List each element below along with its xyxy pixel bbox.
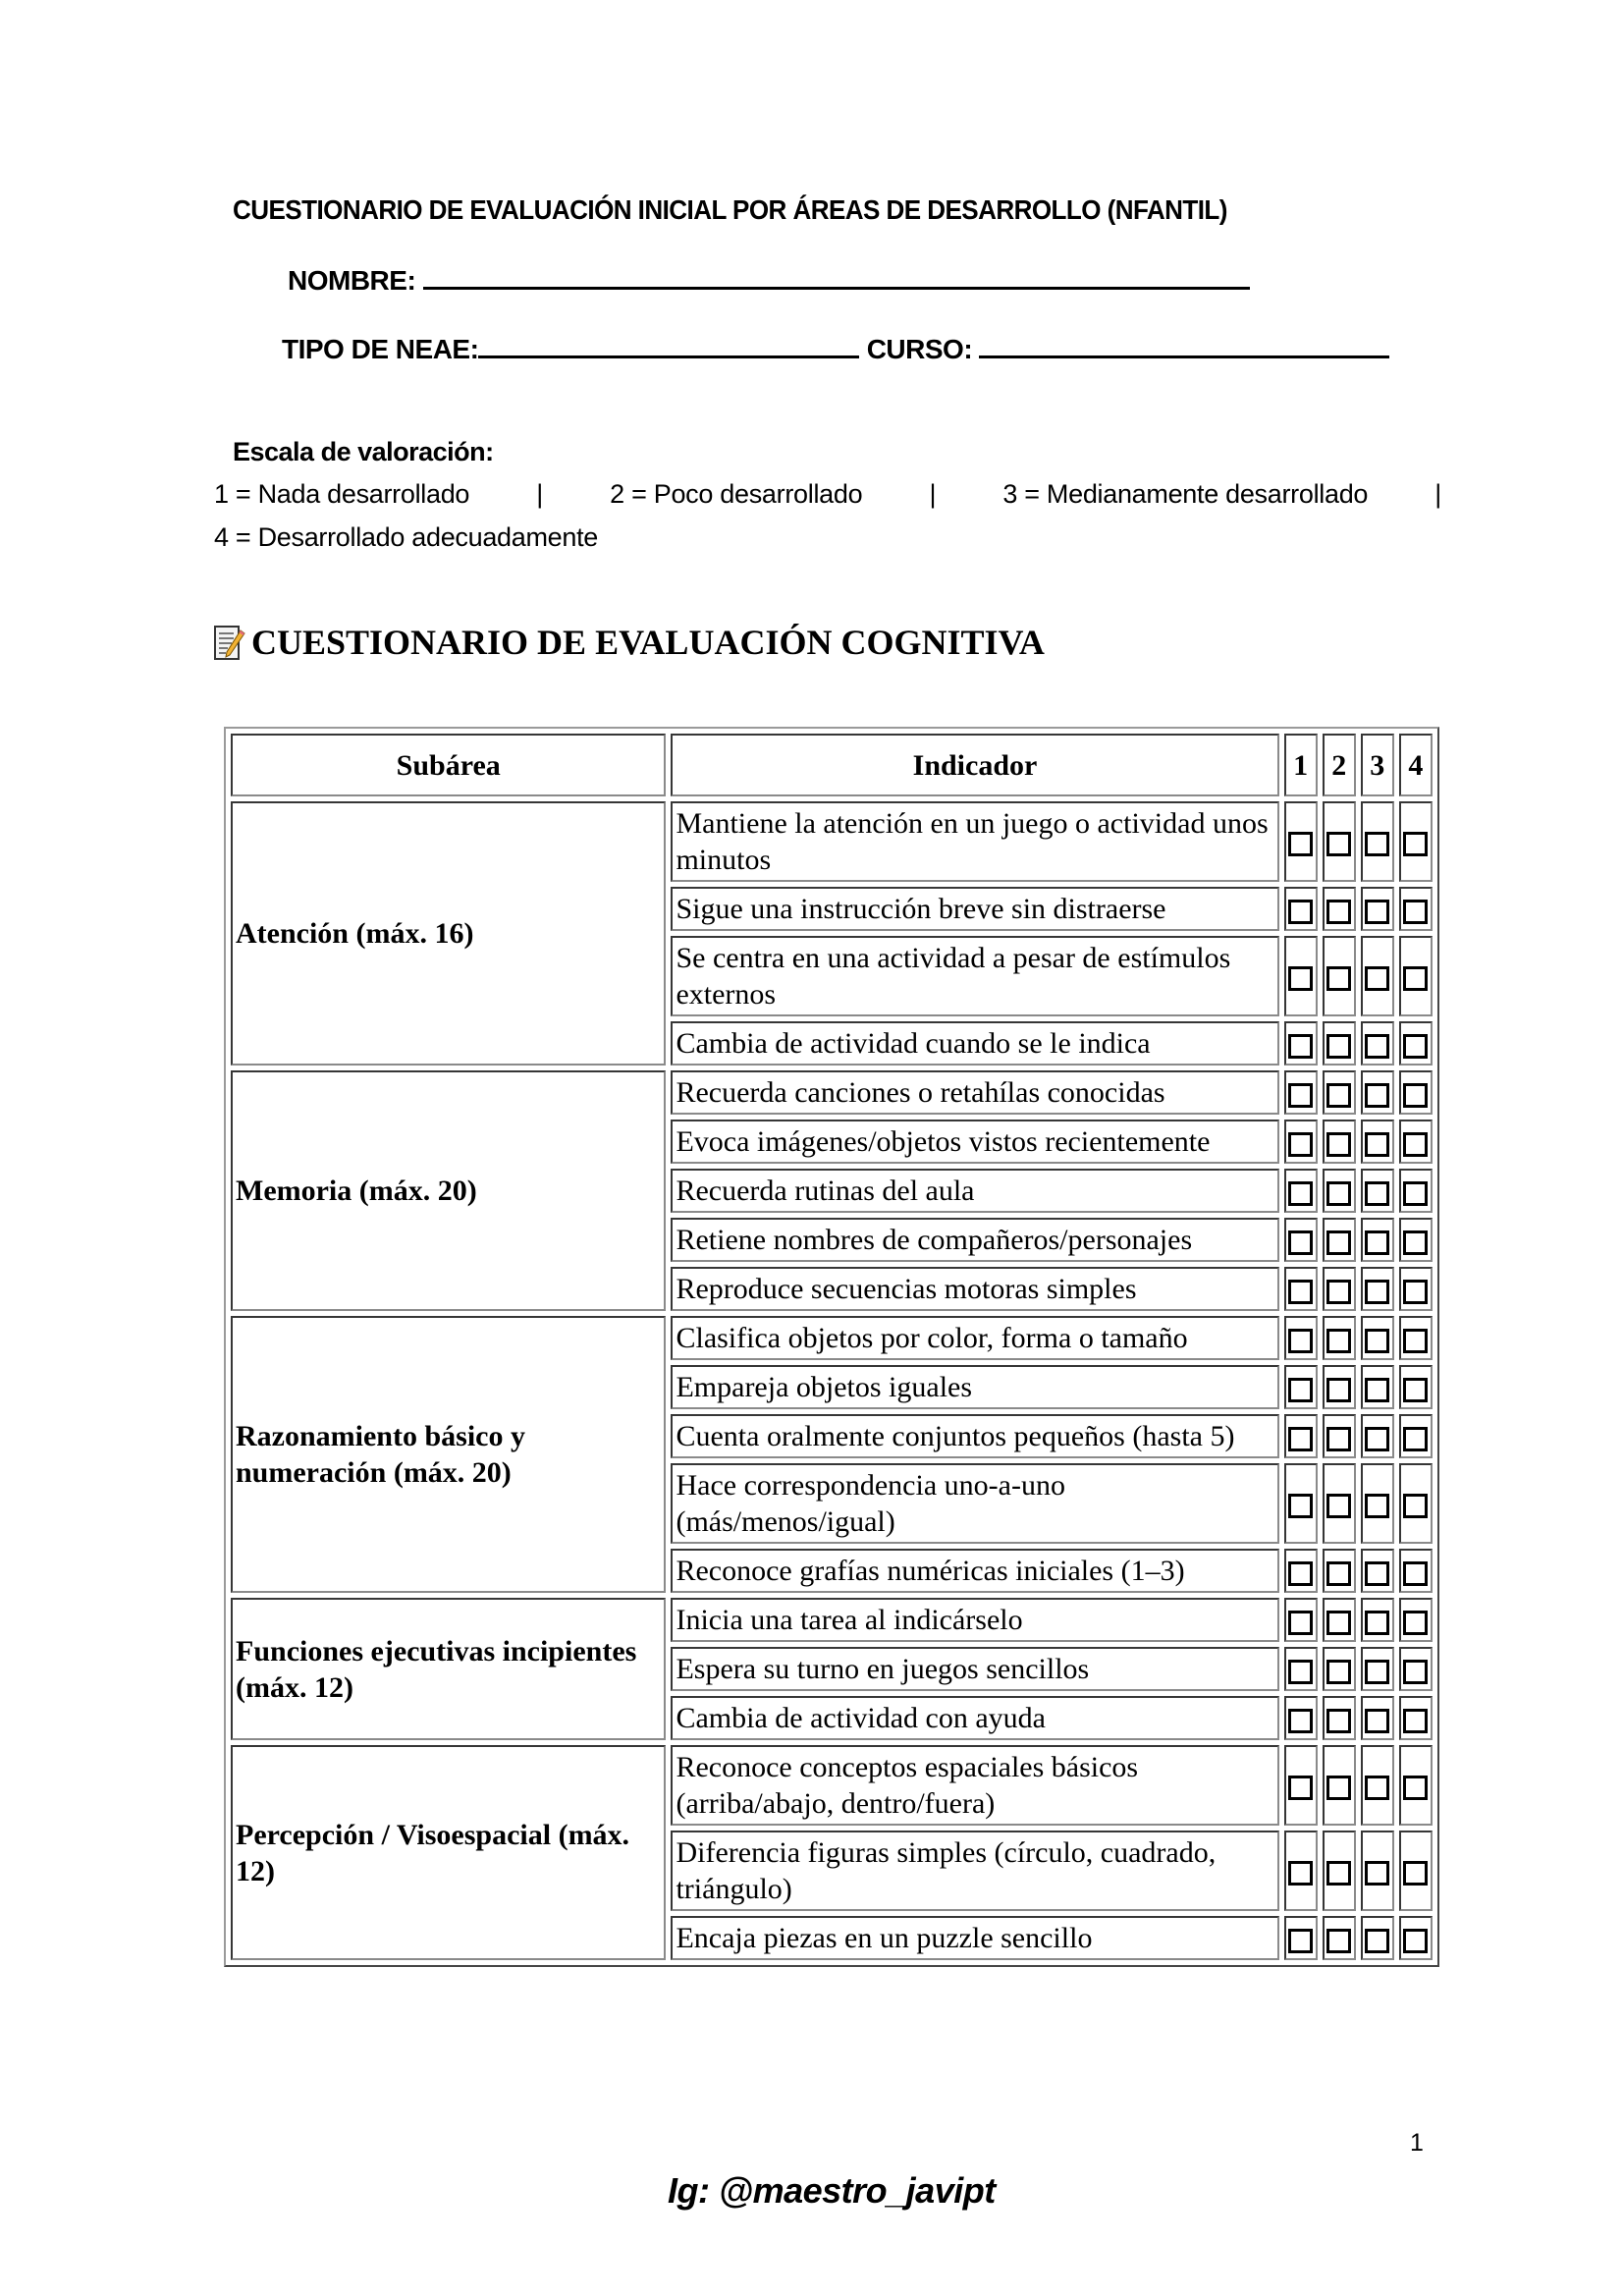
checkbox-icon[interactable] [1288, 1280, 1313, 1304]
checkbox-icon[interactable] [1326, 1776, 1351, 1800]
rating-cell-2 [1323, 1070, 1356, 1115]
rating-cell-2 [1323, 887, 1356, 931]
scale-item-1: 1 = Nada desarrollado [214, 479, 470, 509]
rating-cell-3 [1361, 936, 1394, 1016]
rating-cell-2 [1323, 1169, 1356, 1213]
checkbox-icon[interactable] [1326, 966, 1351, 991]
rating-cell-1 [1284, 1831, 1318, 1911]
checkbox-icon[interactable] [1288, 1561, 1313, 1586]
rating-cell-1 [1284, 1365, 1318, 1409]
rating-cell-2 [1323, 1696, 1356, 1740]
rating-cell-3 [1361, 1598, 1394, 1642]
rating-cell-2 [1323, 1598, 1356, 1642]
checkbox-icon[interactable] [1365, 1280, 1389, 1304]
indicator-cell: Evoca imágenes/objetos vistos recientemente [671, 1120, 1278, 1164]
checkbox-icon[interactable] [1288, 1378, 1313, 1402]
evaluation-table [224, 727, 1439, 1967]
checkbox-icon[interactable] [1403, 1427, 1428, 1451]
footer-credit: Ig: @maestro_javipt [668, 2170, 996, 2211]
memo-icon [214, 625, 243, 660]
rating-cell-1 [1284, 1218, 1318, 1262]
checkbox-icon[interactable] [1365, 1709, 1389, 1733]
document-title: CUESTIONARIO DE EVALUACIÓN INICIAL POR ÁREAS DE DESARROLLO (NFANTIL) [233, 194, 1227, 225]
rating-cell-1 [1284, 1316, 1318, 1360]
checkbox-icon[interactable] [1326, 1378, 1351, 1402]
indicator-cell: Retiene nombres de compañeros/personajes [671, 1218, 1278, 1262]
rating-cell-4 [1399, 1598, 1433, 1642]
rating-cell-2 [1323, 1120, 1356, 1164]
checkbox-icon[interactable] [1403, 1132, 1428, 1157]
checkbox-icon[interactable] [1403, 1776, 1428, 1800]
checkbox-icon[interactable] [1403, 1861, 1428, 1886]
checkbox-icon[interactable] [1365, 966, 1389, 991]
rating-cell-4 [1399, 1916, 1433, 1960]
checkbox-icon[interactable] [1288, 1132, 1313, 1157]
rating-cell-3 [1361, 1696, 1394, 1740]
indicator-cell: Cambia de actividad con ayuda [671, 1696, 1278, 1740]
scale-separator: | [929, 479, 937, 509]
nombre-input[interactable] [423, 261, 1250, 290]
checkbox-icon[interactable] [1288, 1611, 1313, 1635]
checkbox-icon[interactable] [1365, 1427, 1389, 1451]
indicator-cell: Cambia de actividad cuando se le indica [671, 1021, 1278, 1066]
scale-item-2: 2 = Poco desarrollado [610, 479, 863, 509]
checkbox-icon[interactable] [1326, 1660, 1351, 1684]
rating-cell-2 [1323, 1218, 1356, 1262]
rating-cell-2 [1323, 1267, 1356, 1311]
indicator-cell: Recuerda rutinas del aula [671, 1169, 1278, 1213]
rating-cell-4 [1399, 1696, 1433, 1740]
table-row [231, 1745, 1433, 1826]
checkbox-icon[interactable] [1365, 1230, 1389, 1255]
rating-cell-3 [1361, 1218, 1394, 1262]
rating-cell-4 [1399, 1021, 1433, 1066]
rating-cell-1 [1284, 1120, 1318, 1164]
indicator-cell: Recuerda canciones o retahílas conocidas [671, 1070, 1278, 1115]
col-header-rating-1: 1 [1284, 734, 1318, 796]
rating-cell-2 [1323, 936, 1356, 1016]
rating-cell-4 [1399, 936, 1433, 1016]
rating-cell-2 [1323, 1463, 1356, 1544]
rating-cell-1 [1284, 1414, 1318, 1458]
checkbox-icon[interactable] [1365, 1929, 1389, 1953]
indicator-cell: Se centra en una actividad a pesar de estímulos externos [671, 936, 1278, 1016]
rating-cell-4 [1399, 1218, 1433, 1262]
checkbox-icon[interactable] [1365, 1561, 1389, 1586]
rating-cell-1 [1284, 1549, 1318, 1593]
scale-item-3: 3 = Medianamente desarrollado [1002, 479, 1369, 509]
table-row [231, 1070, 1433, 1115]
subarea-cell: Memoria (máx. 20) [231, 1070, 666, 1311]
checkbox-icon[interactable] [1365, 1611, 1389, 1635]
rating-cell-2 [1323, 1831, 1356, 1911]
rating-cell-2 [1323, 1414, 1356, 1458]
checkbox-icon[interactable] [1403, 1494, 1428, 1518]
checkbox-icon[interactable] [1288, 1861, 1313, 1886]
indicator-cell: Hace correspondencia uno-a-uno (más/menos/igual) [671, 1463, 1278, 1544]
rating-cell-3 [1361, 1916, 1394, 1960]
checkbox-icon[interactable] [1326, 1611, 1351, 1635]
checkbox-icon[interactable] [1403, 1611, 1428, 1635]
checkbox-icon[interactable] [1326, 1709, 1351, 1733]
rating-cell-1 [1284, 1463, 1318, 1544]
rating-cell-1 [1284, 801, 1318, 882]
checkbox-icon[interactable] [1326, 1861, 1351, 1886]
checkbox-icon[interactable] [1288, 1230, 1313, 1255]
rating-cell-2 [1323, 1916, 1356, 1960]
rating-cell-3 [1361, 1316, 1394, 1360]
nombre-label: NOMBRE: [288, 265, 416, 296]
checkbox-icon[interactable] [1403, 1083, 1428, 1108]
rating-cell-1 [1284, 1696, 1318, 1740]
nombre-field [288, 261, 1250, 297]
rating-cell-3 [1361, 1647, 1394, 1691]
checkbox-icon[interactable] [1326, 1230, 1351, 1255]
checkbox-icon[interactable] [1326, 900, 1351, 924]
scale-separator: | [1434, 479, 1441, 509]
table-row [231, 801, 1433, 882]
checkbox-icon[interactable] [1288, 1929, 1313, 1953]
checkbox-icon[interactable] [1326, 1427, 1351, 1451]
rating-cell-3 [1361, 1463, 1394, 1544]
rating-cell-4 [1399, 1267, 1433, 1311]
curso-input[interactable] [979, 330, 1389, 358]
rating-cell-4 [1399, 801, 1433, 882]
checkbox-icon[interactable] [1403, 1660, 1428, 1684]
checkbox-icon[interactable] [1403, 1709, 1428, 1733]
rating-cell-1 [1284, 1021, 1318, 1066]
checkbox-icon[interactable] [1403, 1329, 1428, 1353]
tipo-neae-label: TIPO DE NEAE: [282, 334, 479, 364]
indicator-cell: Inicia una tarea al indicárselo [671, 1598, 1278, 1642]
checkbox-icon[interactable] [1365, 1132, 1389, 1157]
checkbox-icon[interactable] [1403, 1280, 1428, 1304]
checkbox-icon[interactable] [1288, 1776, 1313, 1800]
checkbox-icon[interactable] [1365, 1329, 1389, 1353]
checkbox-icon[interactable] [1365, 1181, 1389, 1206]
checkbox-icon[interactable] [1403, 1230, 1428, 1255]
indicator-cell: Encaja piezas en un puzzle sencillo [671, 1916, 1278, 1960]
tipo-curso-field [282, 330, 1389, 365]
checkbox-icon[interactable] [1326, 1329, 1351, 1353]
rating-cell-4 [1399, 887, 1433, 931]
checkbox-icon[interactable] [1403, 1034, 1428, 1059]
col-header-rating-2: 2 [1323, 734, 1356, 796]
rating-cell-3 [1361, 1021, 1394, 1066]
indicator-cell: Espera su turno en juegos sencillos [671, 1647, 1278, 1691]
scale-item-4: 4 = Desarrollado adecuadamente [214, 522, 599, 552]
tipo-neae-input[interactable] [478, 330, 859, 358]
rating-cell-4 [1399, 1414, 1433, 1458]
rating-cell-4 [1399, 1120, 1433, 1164]
indicator-cell: Mantiene la atención en un juego o actividad unos minutos [671, 801, 1278, 882]
rating-cell-4 [1399, 1070, 1433, 1115]
checkbox-icon[interactable] [1365, 1494, 1389, 1518]
rating-cell-3 [1361, 1169, 1394, 1213]
rating-cell-2 [1323, 1021, 1356, 1066]
table-row [231, 1598, 1433, 1642]
scale-label: Escala de valoración: [233, 437, 494, 466]
table-row [231, 1316, 1433, 1360]
rating-cell-4 [1399, 1647, 1433, 1691]
page-number: 1 [1410, 2129, 1424, 2157]
rating-cell-4 [1399, 1831, 1433, 1911]
scale-separator: | [536, 479, 544, 509]
checkbox-icon[interactable] [1365, 1861, 1389, 1886]
rating-cell-4 [1399, 1463, 1433, 1544]
rating-cell-1 [1284, 1647, 1318, 1691]
checkbox-icon[interactable] [1365, 900, 1389, 924]
checkbox-icon[interactable] [1326, 832, 1351, 856]
subarea-cell: Percepción / Visoespacial (máx. 12) [231, 1745, 666, 1960]
rating-cell-4 [1399, 1316, 1433, 1360]
col-header-indicador: Indicador [671, 734, 1278, 796]
rating-cell-3 [1361, 1120, 1394, 1164]
checkbox-icon[interactable] [1326, 1034, 1351, 1059]
subarea-cell: Funciones ejecutivas incipientes (máx. 12) [231, 1598, 666, 1740]
rating-cell-1 [1284, 1916, 1318, 1960]
rating-cell-3 [1361, 1070, 1394, 1115]
subarea-cell: Atención (máx. 16) [231, 801, 666, 1066]
indicator-cell: Reconoce grafías numéricas iniciales (1–3) [671, 1549, 1278, 1593]
rating-cell-2 [1323, 1647, 1356, 1691]
checkbox-icon[interactable] [1365, 1776, 1389, 1800]
checkbox-icon[interactable] [1403, 966, 1428, 991]
rating-cell-3 [1361, 1414, 1394, 1458]
rating-cell-3 [1361, 1831, 1394, 1911]
checkbox-icon[interactable] [1403, 832, 1428, 856]
table-header-row [231, 734, 1433, 796]
checkbox-icon[interactable] [1326, 1280, 1351, 1304]
checkbox-icon[interactable] [1403, 1181, 1428, 1206]
scale-legend [214, 479, 1441, 510]
checkbox-icon[interactable] [1365, 1034, 1389, 1059]
rating-cell-3 [1361, 1549, 1394, 1593]
rating-cell-3 [1361, 887, 1394, 931]
indicator-cell: Reproduce secuencias motoras simples [671, 1267, 1278, 1311]
checkbox-icon[interactable] [1365, 1083, 1389, 1108]
checkbox-icon[interactable] [1288, 1494, 1313, 1518]
curso-label: CURSO: [866, 334, 973, 364]
checkbox-icon[interactable] [1365, 1660, 1389, 1684]
checkbox-icon[interactable] [1326, 1083, 1351, 1108]
checkbox-icon[interactable] [1288, 1083, 1313, 1108]
indicator-cell: Diferencia figuras simples (círculo, cuadrado, triángulo) [671, 1831, 1278, 1911]
checkbox-icon[interactable] [1326, 1494, 1351, 1518]
rating-cell-4 [1399, 1745, 1433, 1826]
checkbox-icon[interactable] [1288, 1181, 1313, 1206]
checkbox-icon[interactable] [1403, 1561, 1428, 1586]
rating-cell-1 [1284, 1169, 1318, 1213]
rating-cell-3 [1361, 1745, 1394, 1826]
checkbox-icon[interactable] [1288, 900, 1313, 924]
indicator-cell: Empareja objetos iguales [671, 1365, 1278, 1409]
rating-cell-1 [1284, 1267, 1318, 1311]
checkbox-icon[interactable] [1288, 1709, 1313, 1733]
rating-cell-2 [1323, 1365, 1356, 1409]
indicator-cell: Sigue una instrucción breve sin distraerse [671, 887, 1278, 931]
checkbox-icon[interactable] [1365, 1378, 1389, 1402]
rating-cell-2 [1323, 1745, 1356, 1826]
rating-cell-4 [1399, 1549, 1433, 1593]
col-header-rating-4: 4 [1399, 734, 1433, 796]
rating-cell-1 [1284, 887, 1318, 931]
checkbox-icon[interactable] [1326, 1181, 1351, 1206]
rating-cell-4 [1399, 1169, 1433, 1213]
rating-cell-1 [1284, 1070, 1318, 1115]
checkbox-icon[interactable] [1403, 900, 1428, 924]
col-header-subarea: Subárea [231, 734, 666, 796]
rating-cell-3 [1361, 1365, 1394, 1409]
rating-cell-2 [1323, 801, 1356, 882]
col-header-rating-3: 3 [1361, 734, 1394, 796]
rating-cell-2 [1323, 1316, 1356, 1360]
rating-cell-3 [1361, 1267, 1394, 1311]
checkbox-icon[interactable] [1288, 832, 1313, 856]
indicator-cell: Cuenta oralmente conjuntos pequeños (hasta 5) [671, 1414, 1278, 1458]
rating-cell-1 [1284, 1598, 1318, 1642]
checkbox-icon[interactable] [1326, 1132, 1351, 1157]
rating-cell-3 [1361, 801, 1394, 882]
checkbox-icon[interactable] [1403, 1929, 1428, 1953]
rating-cell-1 [1284, 936, 1318, 1016]
checkbox-icon[interactable] [1403, 1378, 1428, 1402]
indicator-cell: Reconoce conceptos espaciales básicos (arriba/abajo, dentro/fuera) [671, 1745, 1278, 1826]
rating-cell-4 [1399, 1365, 1433, 1409]
section-title: CUESTIONARIO DE EVALUACIÓN COGNITIVA [251, 623, 1045, 662]
indicator-cell: Clasifica objetos por color, forma o tamaño [671, 1316, 1278, 1360]
checkbox-icon[interactable] [1288, 1329, 1313, 1353]
checkbox-icon[interactable] [1365, 832, 1389, 856]
rating-cell-2 [1323, 1549, 1356, 1593]
checkbox-icon[interactable] [1288, 1660, 1313, 1684]
checkbox-icon[interactable] [1288, 966, 1313, 991]
rating-cell-1 [1284, 1745, 1318, 1826]
checkbox-icon[interactable] [1288, 1034, 1313, 1059]
checkbox-icon[interactable] [1326, 1561, 1351, 1586]
section-heading [214, 622, 1045, 663]
checkbox-icon[interactable] [1326, 1929, 1351, 1953]
subarea-cell: Razonamiento básico y numeración (máx. 20) [231, 1316, 666, 1593]
checkbox-icon[interactable] [1288, 1427, 1313, 1451]
